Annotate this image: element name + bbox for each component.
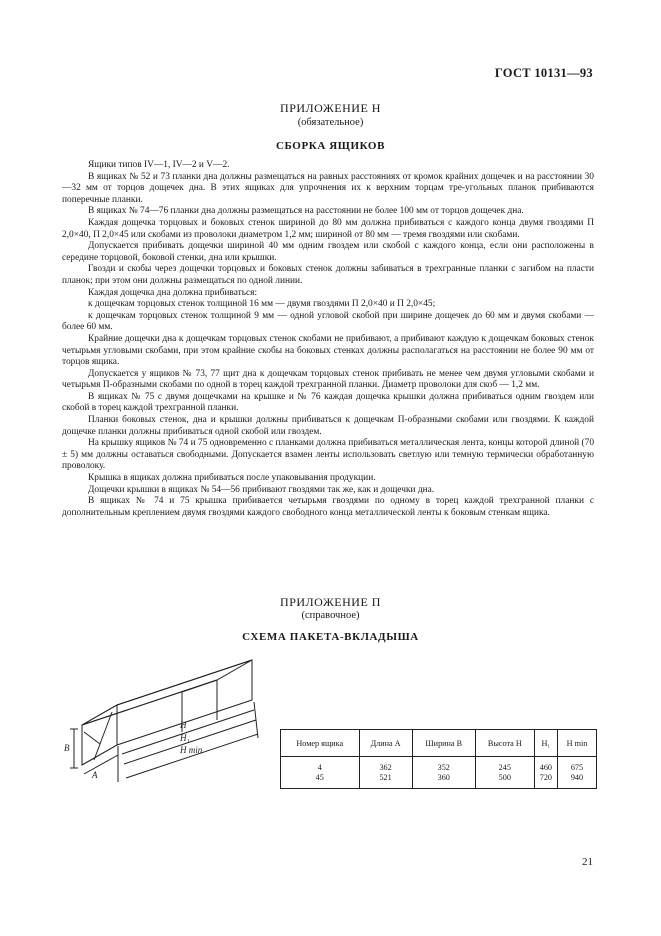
- col-hmin: H min: [557, 730, 596, 757]
- paragraph: В ящиках № 52 и 73 планки дна должны размещаться на равных расстояниях от кромок крайних дощечек и на расстоянии 30—32 мм от торцов дощечек дна. В этих ящиках для упрочнения их к верхним торцам тре-угольных планок прибиваются поперечные планки.: [62, 171, 594, 205]
- box-top-face: [82, 660, 252, 725]
- paragraph: Допускается прибивать дощечки шириной 40 мм одним гвоздем или скобой с каждого конца, если они расположены в середине торцовой, боковой стенки, дна или крышки.: [62, 241, 594, 263]
- appendix-p-title: ПРИЛОЖЕНИЕ П: [280, 595, 381, 609]
- cell: 500: [498, 773, 511, 782]
- appendix-p-heading: СХЕМА ПАКЕТА-ВКЛАДЫША: [242, 631, 419, 643]
- label-hmin: H min: [180, 745, 203, 755]
- paragraph: На крышку ящиков № 74 и 75 одновременно с планками должна прибиваться металлическая лента, концы которой длиной (70 ± 5) мм должны оставаться свободными. Допускается взамен ленты использовать светлую или темную термически обработанную проволоку.: [62, 438, 595, 472]
- paragraph: В ящиках № 74 и 75 крышка прибивается четырьмя гвоздями по одному в торец каждой трехгранной планки с дополнительным креплением двумя гвоздями каждого свободного конца металлической ленты к боковым стенкам ящика.: [62, 496, 594, 518]
- dim-a-line: [84, 755, 118, 774]
- cell: 362: [379, 763, 392, 772]
- appendix-h-heading: СБОРКА ЯЩИКОВ: [275, 140, 386, 152]
- table-row: [281, 757, 597, 789]
- dim-hmin-line: [126, 734, 258, 778]
- page-number: 21: [582, 856, 593, 868]
- col-length: Длина A: [359, 730, 412, 757]
- standard-header: ГОСТ 10131—93: [494, 66, 593, 80]
- dimensions-table: [280, 729, 597, 789]
- appendix-h-title: ПРИЛОЖЕНИЕ Н: [280, 101, 381, 115]
- cell: 460: [539, 763, 552, 772]
- appendix-p-status: (справочное): [301, 610, 360, 621]
- paragraph: В ящиках № 74—76 планки дна должны размещаться на расстоянии не более 100 мм от торцов дощечек дна.: [88, 206, 524, 217]
- liner-package-diagram: [62, 650, 277, 825]
- cell: 521: [379, 773, 392, 782]
- cell: 360: [437, 773, 450, 782]
- paragraph: Гвозди и скобы через дощечки торцовых и боковых стенок должны забиваться в трехгранные планки с загибом на пласти планок; при этом они должны размещаться по одной линии.: [62, 264, 594, 286]
- cell: 245: [498, 763, 511, 772]
- appendix-h-status: (обязательное): [297, 117, 364, 128]
- label-h1: H₁: [180, 733, 190, 743]
- label-b: B: [64, 743, 70, 753]
- cell: 45: [315, 773, 324, 782]
- label-a: A: [92, 770, 98, 780]
- col-h1: H₁: [534, 730, 557, 757]
- paragraph: Крайние дощечки дна к дощечкам торцовых стенок скобами не прибивают, а прибивают каждую к дощечкам боковых стенок четырьмя угловыми скобами, при этом крайние скобы на боковых стенках должны располагаться на расстоянии не более 90 мм от торцов ящика.: [62, 333, 594, 368]
- paragraph: Каждая дощечка торцовых и боковых стенок шириной до 80 мм должна прибиваться с каждого конца двумя гвоздями П 2,0×40, П 2,0×45 или скобами из проволоки диаметром 1,2 мм; шириной от 80 мм — тремя гвоздями или скобами.: [62, 217, 594, 240]
- cell: 940: [570, 773, 584, 782]
- paragraph: к дощечкам торцовых стенок толщиной 16 мм — двумя гвоздями П 2,0×40 и П 2,0×45;: [88, 299, 436, 310]
- cell: 720: [539, 773, 552, 782]
- table-header-row: [281, 730, 597, 757]
- paragraph: Крышка в ящиках должна прибиваться после упаковывания продукции.: [88, 473, 376, 484]
- cell: 4: [317, 763, 322, 772]
- cell: 352: [437, 763, 450, 772]
- paragraph: Дощечки крышки в ящиках № 54—56 прибивают гвоздями так же, как и дощечки дна.: [88, 484, 435, 495]
- appendix-h-body: [62, 160, 594, 519]
- paragraph: В ящиках № 75 с двумя дощечками на крышке и № 76 каждая дощечка крышки должна прибиваться одним гвоздем или скобой в торец каждой трехгранной планки.: [62, 391, 594, 414]
- dim-h1-line: [124, 720, 256, 764]
- paragraph: Ящики типов IV—1, IV—2 и V—2.: [88, 160, 230, 170]
- paragraph: к дощечкам торцовых стенок толщиной 9 мм — одной угловой скобой при ширине дощечек до 60 мм и двумя скобами — более 60 мм.: [62, 310, 594, 333]
- col-box-number: Номер ящика: [281, 730, 360, 757]
- cell: 675: [570, 763, 584, 772]
- paragraph: Планки боковых стенок, дна и крышки должны прибиваться к дощечкам П-образными скобами или гвоздями. К каждой дощечке планки должны прибиваться одной скобой или гвоздем.: [62, 415, 594, 437]
- paragraph: Каждая дощечка дна должна прибиваться:: [88, 287, 258, 298]
- col-height: Высота H: [475, 730, 534, 757]
- col-width: Ширина B: [412, 730, 475, 757]
- label-h: H: [180, 720, 187, 730]
- paragraph: Допускается у ящиков № 73, 77 щит дна к дощечкам торцовых стенок прибивать не менее чем двумя угловыми скобами и четырьмя П-образными скобами по одной в торец каждой трехгранной планки. Диаметр проволоки для скоб — 1,2 мм.: [62, 368, 594, 391]
